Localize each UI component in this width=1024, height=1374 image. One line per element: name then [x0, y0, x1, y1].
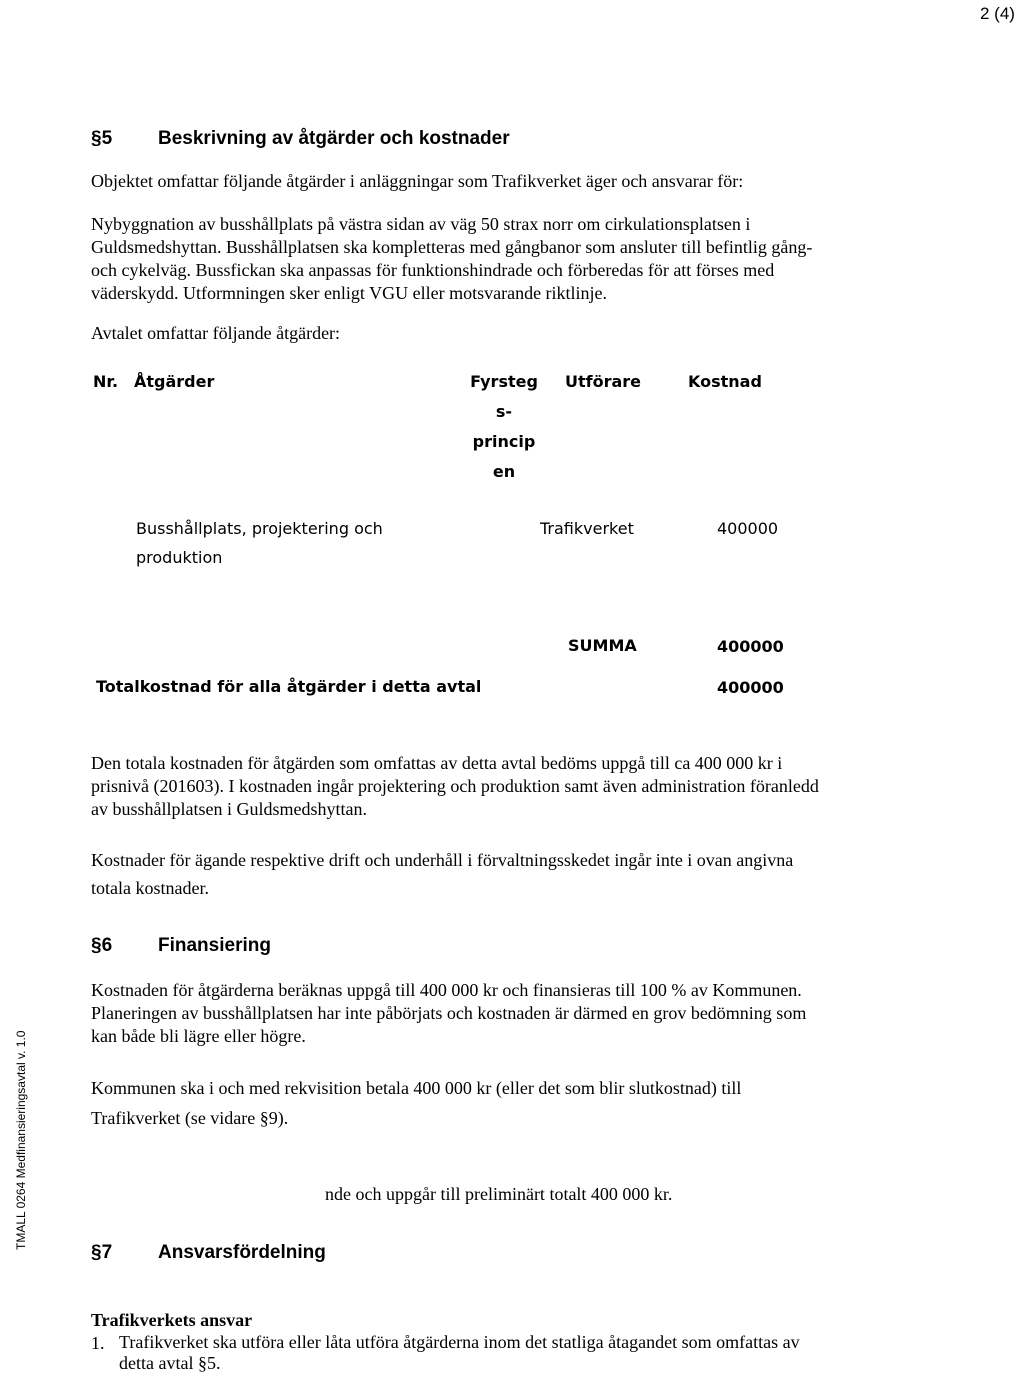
- section-5-intro: Objektet omfattar följande åtgärder i anläggningar som Trafikverket äger och ansvarar för:: [91, 171, 744, 191]
- section-5-title: Beskrivning av åtgärder och kostnader: [158, 128, 510, 149]
- text-line: Kostnader för ägande respektive drift och underhåll i förvaltningsskedet ingår inte i ovan angivna: [91, 850, 794, 870]
- page-number: 2 (4): [980, 4, 1015, 23]
- row-utforare: Trafikverket: [540, 519, 634, 538]
- list-item-number: 1.: [91, 1333, 105, 1353]
- cell-line: Busshållplats, projektering och: [136, 519, 383, 538]
- section-7-number: §7: [91, 1242, 113, 1263]
- text-line: Trafikverket (se vidare §9).: [91, 1108, 289, 1128]
- header-fyrstegsprincipen: [469, 367, 539, 487]
- total-cost-paragraph: [91, 752, 819, 821]
- cell-line: produktion: [136, 548, 223, 567]
- text-line: och cykelväg. Bussfickan ska anpassas för funktionshindrade och förberedas för att förses med: [91, 260, 775, 280]
- text-line: av busshållplatsen i Guldsmedshyttan.: [91, 799, 367, 819]
- requisition-paragraph: [91, 1073, 741, 1133]
- text-line: Kostnaden för åtgärderna beräknas uppgå till 400 000 kr och finansieras till 100 % av Kommunen.: [91, 980, 802, 1000]
- header-line: en: [492, 462, 516, 481]
- responsibility-subheading: Trafikverkets ansvar: [91, 1310, 253, 1330]
- row-kostnad: 400000: [717, 519, 779, 538]
- text-line: Kommunen ska i och med rekvisition betala 400 000 kr (eller det som blir slutkostnad) till: [91, 1078, 742, 1098]
- text-line: prisnivå (201603). I kostnaden ingår projektering och produktion samt även administration föranledd: [91, 776, 819, 796]
- header-atgarder: Åtgärder: [134, 372, 215, 391]
- section-5-description: [91, 213, 812, 305]
- header-line: Fyrsteg: [470, 372, 538, 391]
- text-line: väderskydd. Utformningen sker enligt VGU eller motsvarande riktlinje.: [91, 283, 608, 303]
- total-label: Totalkostnad för alla åtgärder i detta avtal: [96, 677, 482, 696]
- section-7-title: Ansvarsfördelning: [158, 1242, 326, 1263]
- text-line: Trafikverket ska utföra eller låta utföra åtgärderna inom det statliga åtagandet som omfattas av: [119, 1332, 800, 1352]
- list-item: [119, 1332, 800, 1374]
- header-nr: Nr.: [93, 372, 119, 391]
- section-5-number: §5: [91, 128, 113, 149]
- text-line: detta avtal §5.: [119, 1353, 221, 1373]
- header-line: princip: [472, 432, 536, 451]
- text-line: Nybyggnation av busshållplats på västra sidan av väg 50 strax norr om cirkulationsplatsen i: [91, 214, 751, 234]
- summa-value: 400000: [717, 637, 784, 656]
- text-line: kan både bli lägre eller högre.: [91, 1026, 306, 1046]
- agreement-intro: Avtalet omfattar följande åtgärder:: [91, 323, 341, 343]
- text-line: Guldsmedshyttan. Busshållplatsen ska kompletteras med gångbanor som ansluter till befintlig gång-: [91, 237, 813, 257]
- row-atgard: [136, 514, 383, 572]
- summa-label: SUMMA: [568, 636, 637, 655]
- fragment-text: nde och uppgår till preliminärt totalt 400 000 kr.: [325, 1184, 673, 1204]
- total-value: 400000: [717, 678, 784, 697]
- text-line: Planeringen av busshållplatsen har inte påbörjats och kostnaden är därmed en grov bedömning som: [91, 1003, 807, 1023]
- section-6-number: §6: [91, 935, 113, 956]
- text-line: totala kostnader.: [91, 878, 209, 898]
- financing-paragraph: [91, 979, 806, 1048]
- header-line: s-: [495, 402, 513, 421]
- ownership-paragraph: [91, 846, 793, 902]
- header-kostnad: Kostnad: [688, 372, 762, 391]
- text-line: Den totala kostnaden för åtgärden som omfattas av detta avtal bedöms uppgå till ca 400 000 kr i: [91, 753, 783, 773]
- section-6-title: Finansiering: [158, 935, 271, 956]
- template-side-label: TMALL 0264 Medfinansieringsavtal v. 1.0: [14, 1030, 28, 1250]
- header-utforare: Utförare: [565, 372, 642, 391]
